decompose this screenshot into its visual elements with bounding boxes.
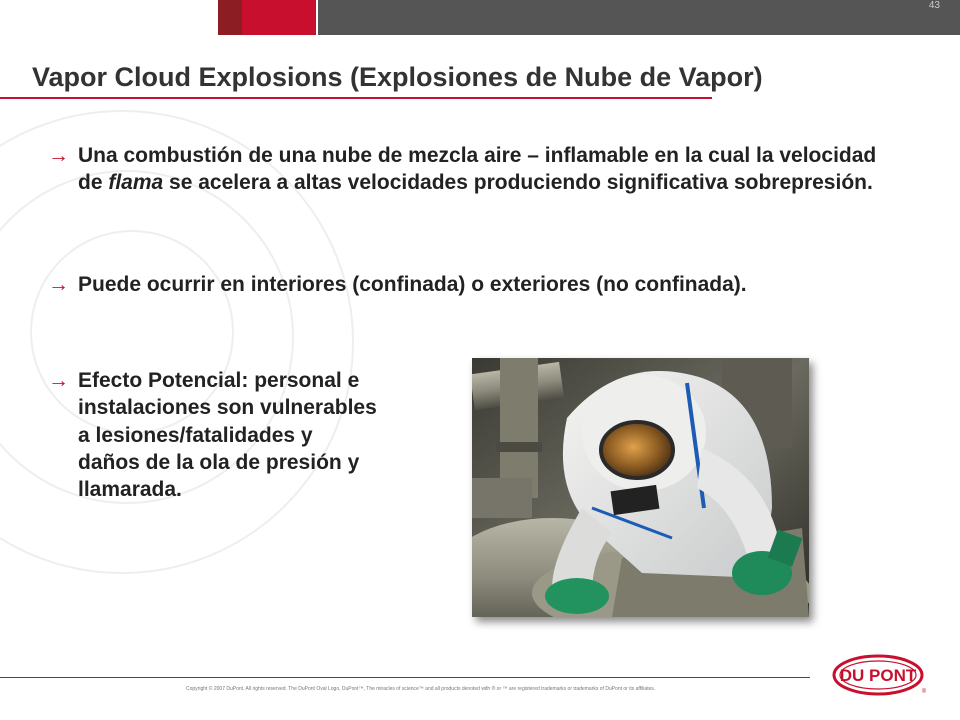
bullet-item [48,271,898,298]
bullet-text-part: se acelera a altas velocidades produciendo significativa sobrepresión. [163,171,873,195]
bullet-item [48,367,378,503]
bullet-text-part: Una combustión de una nube de mezcla aire – inflamable en la cual la velocidad de [78,144,877,195]
worker-photo-illustration [472,358,809,617]
title-underline [0,97,712,99]
header-band-dark [218,0,242,35]
header-band-red [242,0,316,35]
slide-title: Vapor Cloud Explosions (Explosiones de Nube de Vapor) [32,62,763,92]
arrow-right-icon: → [48,273,69,296]
worker-photo [472,358,809,617]
arrow-right-icon: → [48,369,69,392]
bullet-text: Efecto Potencial: personal e instalaciones son vulnerables a lesiones/fatalidades y daños de la ola de presión y llamarada. [78,369,377,502]
footer-rule [0,677,810,678]
header-band-gray [318,0,960,35]
bullet-text-emphasis: flama [108,171,164,195]
bullet-text [48,142,898,197]
bullet-item [48,142,898,197]
logo-wordmark: DU PONT [839,666,917,685]
bullet-text: Puede ocurrir en interiores (confinada) o exteriores (no confinada). [78,273,747,296]
registered-mark: ® [921,689,927,695]
dupont-logo [830,653,930,697]
copyright-text: Copyright © 2007 DuPont. All rights reserved. The DuPont Oval Logo, DuPont™, The miracles of science™ and all products denoted with ® or ™ are registered trademarks or trademarks of DuPont or its affiliates. [186,686,656,692]
arrow-right-icon: → [48,144,69,167]
slide-number: 43 [928,0,940,11]
dupont-oval-logo-icon [830,653,930,697]
